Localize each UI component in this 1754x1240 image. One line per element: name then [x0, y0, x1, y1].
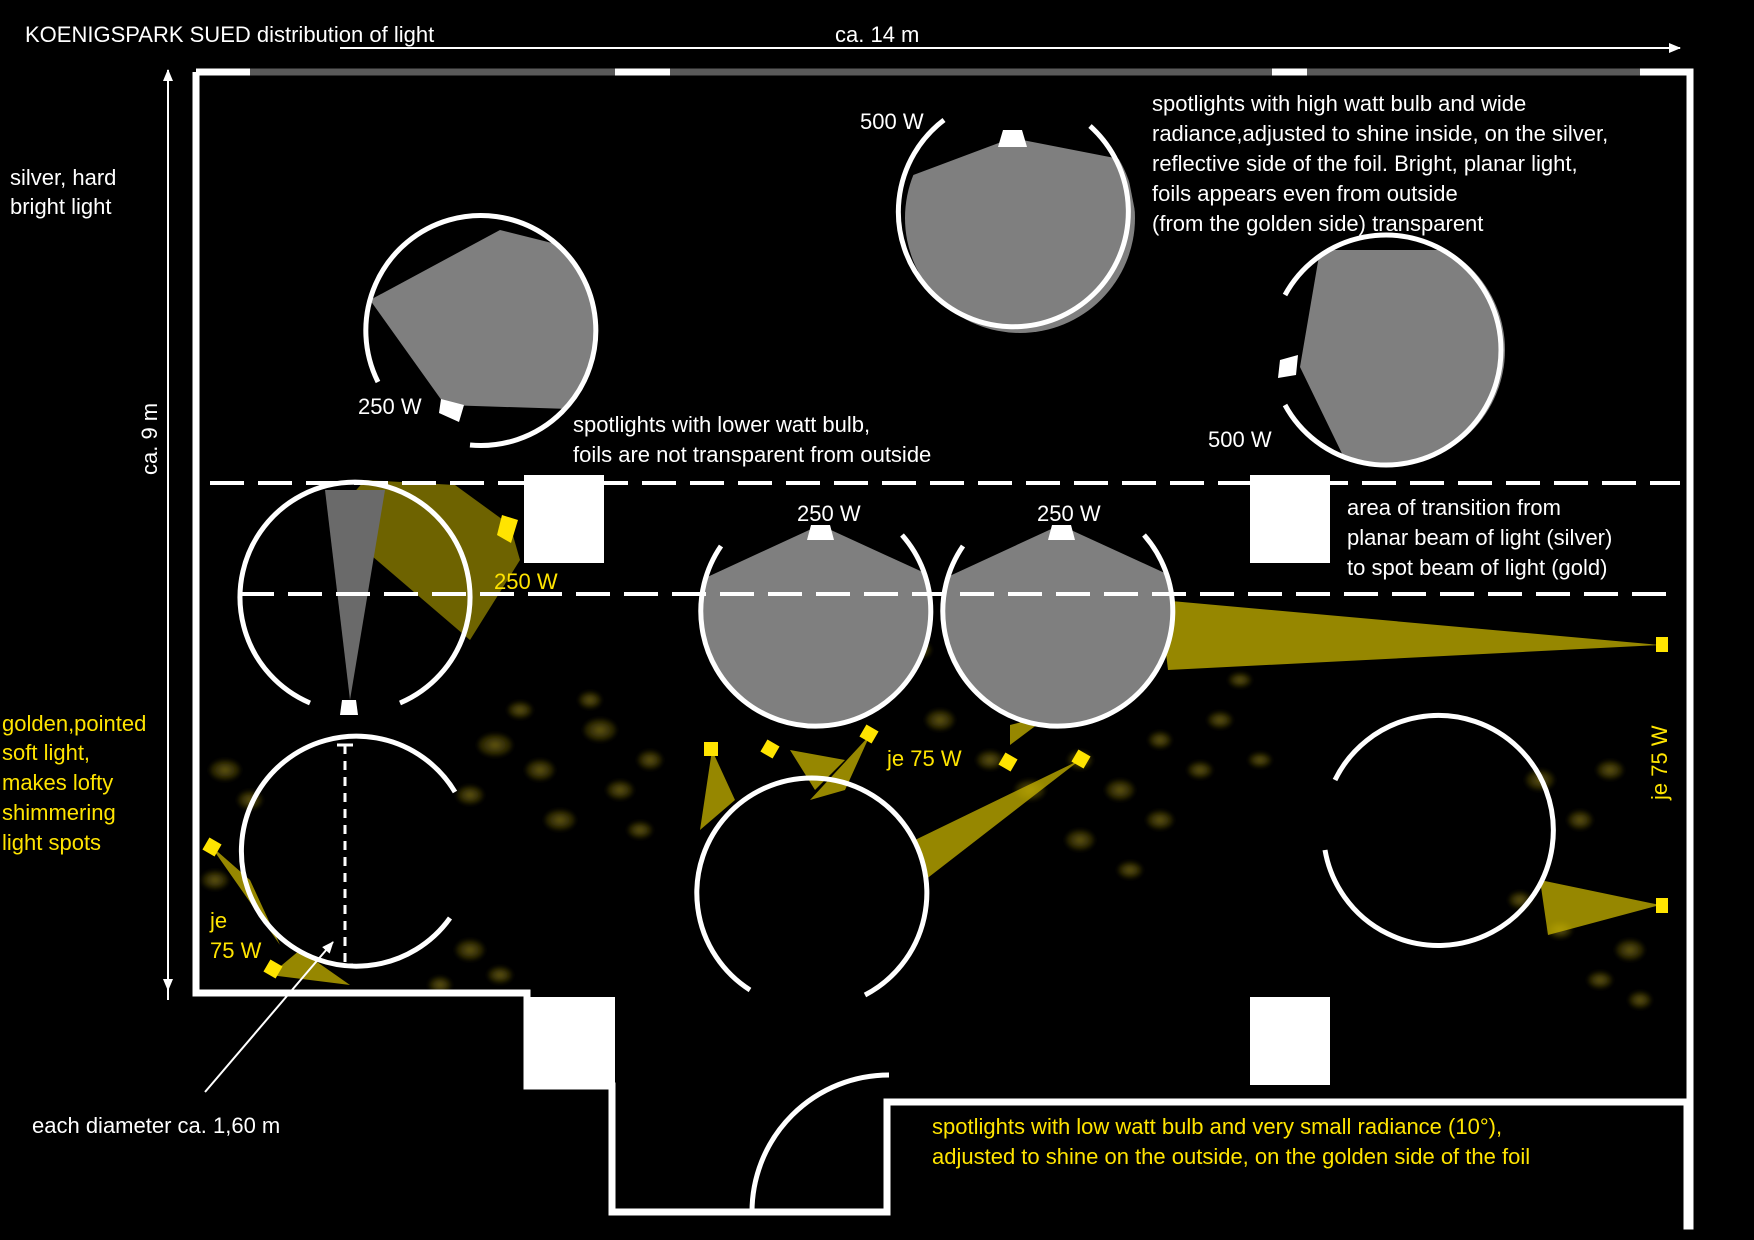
watt-label-je75-right: je 75 W	[1647, 725, 1672, 800]
column-1	[524, 475, 604, 563]
foil-circle-2	[880, 120, 1160, 340]
spotlight-500w-right	[1278, 355, 1298, 378]
high-watt-note-line-4: foils appears even from outside	[1152, 181, 1458, 206]
columns	[524, 475, 1330, 1085]
high-watt-note-line-1: spotlights with high watt bulb and wide	[1152, 91, 1527, 116]
high-watt-note-line-5: (from the golden side) transparent	[1152, 211, 1484, 236]
door-swing	[752, 1075, 889, 1212]
foil-circle-8	[697, 778, 927, 995]
lower-watt-note-line-1: spotlights with lower watt bulb,	[573, 412, 871, 437]
low-watt-note-line-2: adjusted to shine on the outside, on the golden side of the foil	[932, 1144, 1531, 1169]
golden-note-line-4: shimmering	[2, 800, 116, 825]
watt-label-250w-gold: 250 W	[494, 569, 558, 594]
silver-note-line-2: bright light	[10, 194, 112, 219]
gold-beam-right-upper	[1160, 600, 1660, 670]
watt-label-250w-mid1: 250 W	[797, 501, 861, 526]
foil-circle-9	[1325, 715, 1553, 945]
watt-label-250w-topleft: 250 W	[358, 394, 422, 419]
spotlight-small	[340, 700, 358, 715]
watt-label-250w-mid2: 250 W	[1037, 501, 1101, 526]
gold-beam-center-1	[700, 750, 735, 830]
spotlight-250w-mid2	[1048, 525, 1075, 540]
gold-spotlight-right-1	[1656, 637, 1668, 652]
transition-note-line-2: planar beam of light (silver)	[1347, 525, 1613, 550]
gold-spotlight-right-2	[1656, 898, 1668, 913]
spotlight-250w-mid1	[807, 525, 834, 540]
gold-beam-center-5	[915, 760, 1080, 880]
watt-label-500w-right: 500 W	[1208, 427, 1272, 452]
diagram-title: KOENIGSPARK SUED distribution of light	[25, 22, 435, 47]
watt-label-je75-left-line-1: je	[210, 908, 228, 933]
width-label: ca. 14 m	[835, 22, 920, 47]
low-watt-note-line-1: spotlights with low watt bulb and very small radiance (10°),	[932, 1114, 1503, 1139]
foil-circle-5	[690, 525, 940, 740]
high-watt-note-line-2: radiance,adjusted to shine inside, on the silver,	[1152, 121, 1609, 146]
foil-circle-7	[241, 736, 455, 966]
watt-label-je75-center: je 75 W	[887, 746, 962, 771]
foil-circle-3	[1285, 235, 1520, 470]
gold-spotlight-c2	[760, 739, 779, 758]
gold-spotlight-c4	[998, 752, 1017, 771]
spotlight-500w-top	[998, 130, 1027, 147]
column-3	[527, 997, 615, 1085]
lower-watt-note-line-2: foils are not transparent from outside	[573, 442, 932, 467]
golden-note-line-2: soft light,	[2, 740, 91, 765]
gold-beam-right-lower	[1540, 880, 1660, 935]
golden-note-line-1: golden,pointed	[2, 711, 147, 736]
diameter-note: each diameter ca. 1,60 m	[32, 1113, 281, 1138]
watt-label-je75-left-line-2: 75 W	[210, 938, 262, 963]
silver-note-line-1: silver, hard	[10, 165, 117, 190]
foil-circle-6	[930, 525, 1180, 740]
transition-note-line-3: to spot beam of light (gold)	[1347, 555, 1608, 580]
golden-note-line-5: light spots	[2, 830, 102, 855]
golden-note-line-3: makes lofty	[2, 770, 114, 795]
high-watt-note-line-3: reflective side of the foil. Bright, planar light,	[1152, 151, 1578, 176]
diameter-indicator	[337, 745, 353, 965]
transition-note-line-1: area of transition from	[1347, 495, 1561, 520]
column-2	[1250, 475, 1330, 563]
shimmering-light-spots	[202, 642, 1651, 1008]
watt-label-500w-top: 500 W	[860, 109, 924, 134]
gold-spotlight-c3	[859, 724, 878, 743]
height-label: ca. 9 m	[137, 402, 162, 475]
column-4	[1250, 997, 1330, 1085]
gold-spotlight-c1	[704, 742, 718, 756]
